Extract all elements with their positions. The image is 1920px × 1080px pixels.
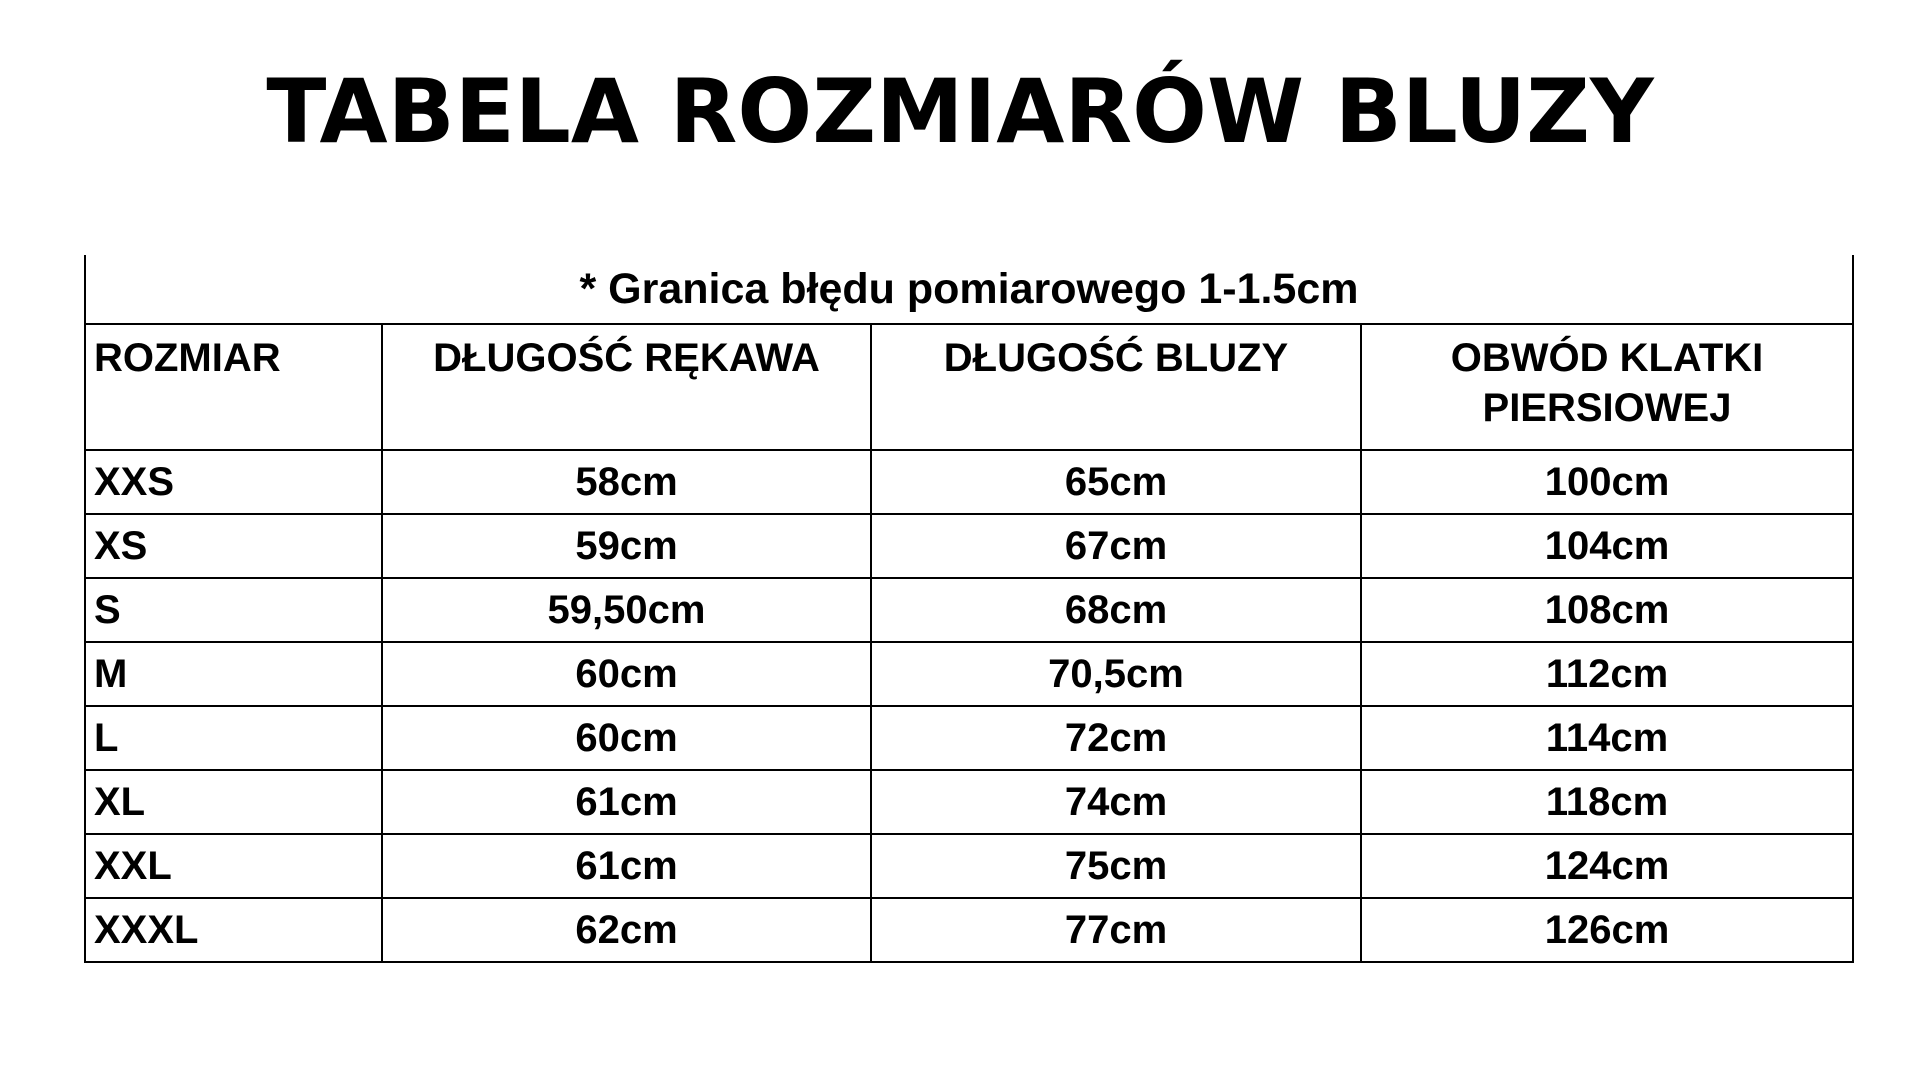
table-header-row [85, 324, 1853, 450]
measurement-error-note: * Granica błędu pomiarowego 1-1.5cm [85, 255, 1853, 324]
sleeve-length-cell: 61cm [382, 770, 871, 834]
size-cell: XXXL [85, 898, 382, 962]
measurement-note-row [85, 255, 1853, 324]
table-row [85, 578, 1853, 642]
sleeve-length-cell: 59cm [382, 514, 871, 578]
chest-circumference-cell: 104cm [1361, 514, 1853, 578]
sweatshirt-length-cell: 74cm [871, 770, 1361, 834]
sweatshirt-length-cell: 75cm [871, 834, 1361, 898]
sleeve-length-cell: 61cm [382, 834, 871, 898]
size-cell: M [85, 642, 382, 706]
table-row [85, 514, 1853, 578]
page-title: TABELA ROZMIARÓW BLUZY [266, 60, 1654, 163]
table-row [85, 770, 1853, 834]
size-cell: XXS [85, 450, 382, 514]
size-cell: S [85, 578, 382, 642]
sleeve-length-cell: 58cm [382, 450, 871, 514]
sleeve-length-cell: 62cm [382, 898, 871, 962]
table-row [85, 706, 1853, 770]
header-sleeve-length: DŁUGOŚĆ RĘKAWA [382, 324, 871, 450]
table-row [85, 898, 1853, 962]
size-chart-table [84, 255, 1854, 963]
size-cell: XS [85, 514, 382, 578]
table-row [85, 450, 1853, 514]
chest-circumference-cell: 126cm [1361, 898, 1853, 962]
sweatshirt-length-cell: 65cm [871, 450, 1361, 514]
sweatshirt-length-cell: 70,5cm [871, 642, 1361, 706]
sweatshirt-length-cell: 72cm [871, 706, 1361, 770]
header-size: ROZMIAR [85, 324, 382, 450]
sweatshirt-length-cell: 68cm [871, 578, 1361, 642]
chest-circumference-cell: 100cm [1361, 450, 1853, 514]
chest-circumference-cell: 108cm [1361, 578, 1853, 642]
header-chest-circumference: OBWÓD KLATKI PIERSIOWEJ [1361, 324, 1853, 450]
chest-circumference-cell: 124cm [1361, 834, 1853, 898]
sleeve-length-cell: 60cm [382, 642, 871, 706]
chest-circumference-cell: 118cm [1361, 770, 1853, 834]
chest-circumference-cell: 112cm [1361, 642, 1853, 706]
chest-circumference-cell: 114cm [1361, 706, 1853, 770]
size-cell: XXL [85, 834, 382, 898]
size-cell: L [85, 706, 382, 770]
table-row [85, 834, 1853, 898]
sleeve-length-cell: 59,50cm [382, 578, 871, 642]
sleeve-length-cell: 60cm [382, 706, 871, 770]
header-sweatshirt-length: DŁUGOŚĆ BLUZY [871, 324, 1361, 450]
size-cell: XL [85, 770, 382, 834]
sweatshirt-length-cell: 67cm [871, 514, 1361, 578]
table-row [85, 642, 1853, 706]
sweatshirt-length-cell: 77cm [871, 898, 1361, 962]
